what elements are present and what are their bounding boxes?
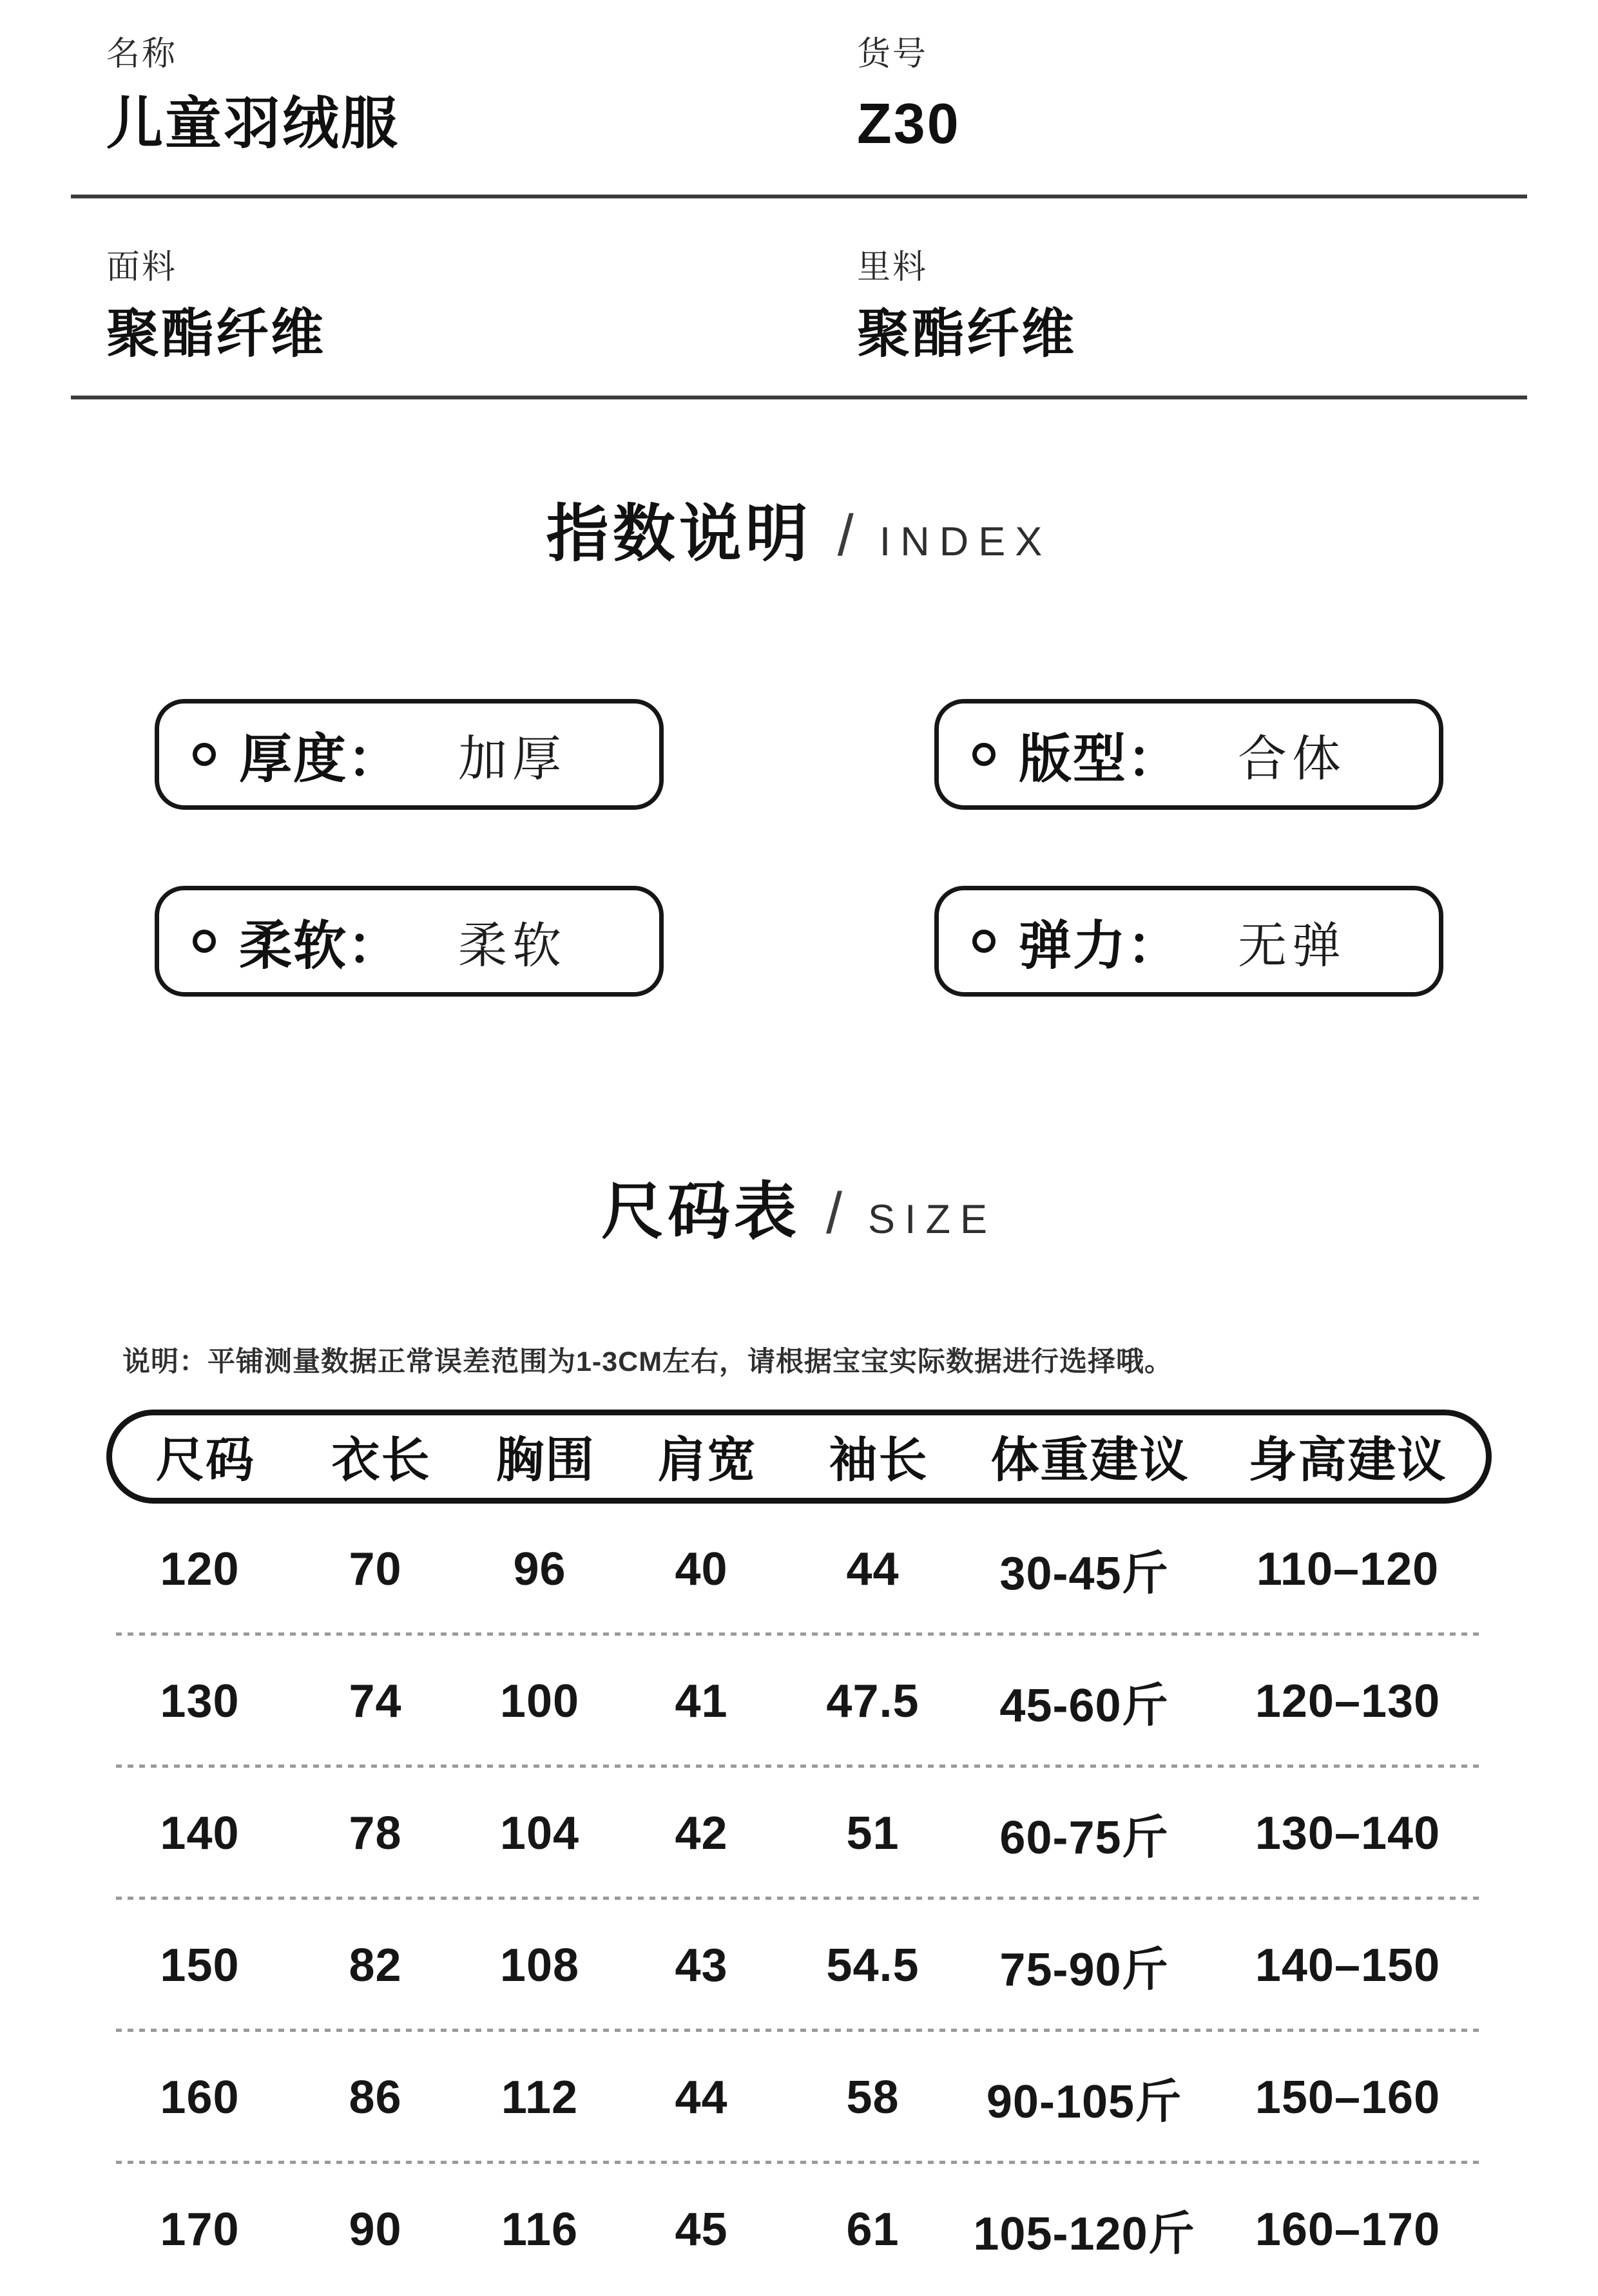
table-cell: 51: [846, 1808, 900, 1860]
table-cell: 78: [349, 1808, 402, 1860]
table-row: [106, 1768, 1492, 1900]
table-cell: 54.5: [826, 1940, 919, 1992]
table-cell: 45: [675, 2204, 728, 2256]
size-title-en: SIZE: [867, 1197, 997, 1243]
index-section-title: [0, 483, 1598, 573]
index-box-value: 无弹: [1238, 918, 1347, 973]
table-cell: 74: [349, 1676, 402, 1728]
lining-label: 里料: [857, 248, 929, 286]
table-cell: 112: [501, 2072, 579, 2124]
table-cell: 150: [160, 1940, 240, 1992]
table-row: [106, 1636, 1492, 1768]
header-cell-size: 尺码: [155, 1433, 255, 1488]
table-cell: 116: [501, 2204, 579, 2256]
header-cell-height: 身高建议: [1248, 1433, 1447, 1488]
fabric-cell: [106, 249, 857, 365]
table-cell: 60-75斤: [999, 1812, 1169, 1864]
ring-bullet-icon: [972, 930, 996, 953]
table-cell: 96: [513, 1544, 566, 1596]
header-cell-length: 衣长: [331, 1433, 431, 1488]
table-cell: 140–150: [1255, 1940, 1441, 1992]
table-cell: 105-120斤: [973, 2208, 1195, 2261]
table-cell: 120: [160, 1544, 240, 1596]
size-section-title: [0, 1161, 1598, 1251]
product-specs-section: [0, 0, 1598, 399]
table-cell: 110–120: [1256, 1544, 1439, 1596]
table-cell: 86: [349, 2072, 402, 2124]
table-cell: 30-45斤: [999, 1548, 1169, 1600]
table-cell: 58: [846, 2072, 900, 2124]
item-number-label: 货号: [857, 35, 929, 73]
item-number-cell: [857, 35, 1492, 156]
table-cell: 90-105斤: [986, 2076, 1182, 2129]
table-row: [106, 1504, 1492, 1636]
product-name-label: 名称: [106, 35, 178, 73]
table-cell: 160–170: [1255, 2204, 1441, 2256]
title-slash: /: [837, 504, 854, 569]
item-number-value: Z30: [857, 91, 961, 155]
size-table-header: [106, 1410, 1492, 1504]
lining-value: 聚酯纤维: [857, 304, 1077, 363]
product-name-value: 儿童羽绒服: [106, 91, 400, 155]
index-box-label: 版型：: [1019, 729, 1182, 789]
header-cell-shoulder: 肩宽: [657, 1433, 757, 1488]
table-cell: 150–160: [1255, 2072, 1441, 2124]
index-box-softness: [155, 886, 664, 997]
index-box-value: 加厚: [458, 731, 567, 787]
table-cell: 160: [160, 2072, 240, 2124]
table-cell: 120–130: [1255, 1676, 1441, 1728]
table-cell: 61: [846, 2204, 900, 2256]
table-cell: 42: [675, 1808, 728, 1860]
lining-cell: [857, 249, 1492, 365]
table-cell: 44: [675, 2072, 728, 2124]
table-cell: 43: [675, 1940, 728, 1992]
table-cell: 44: [846, 1544, 900, 1596]
index-title-zh: 指数说明: [546, 499, 812, 569]
table-cell: 41: [675, 1676, 728, 1728]
table-cell: 75-90斤: [999, 1944, 1169, 1996]
ring-bullet-icon: [972, 743, 996, 766]
index-box-value: 柔软: [458, 918, 567, 973]
table-cell: 170: [160, 2204, 240, 2256]
table-cell: 130–140: [1255, 1808, 1441, 1860]
table-cell: 40: [675, 1544, 728, 1596]
table-cell: 130: [160, 1676, 240, 1728]
index-box-elasticity: [934, 886, 1443, 997]
index-box-value: 合体: [1238, 731, 1347, 787]
index-box-label: 厚度：: [239, 729, 402, 789]
table-cell: 108: [499, 1940, 580, 1992]
name-itemno-row: [106, 35, 1492, 156]
ring-bullet-icon: [193, 930, 216, 953]
size-title-zh: 尺码表: [601, 1176, 800, 1247]
table-cell: 90: [349, 2204, 402, 2256]
table-cell: 104: [499, 1808, 580, 1860]
table-cell: 140: [160, 1808, 240, 1860]
header-cell-weight: 体重建议: [990, 1433, 1189, 1488]
size-table: [106, 1410, 1492, 2296]
index-box-label: 柔软：: [239, 916, 402, 975]
table-cell: 82: [349, 1940, 402, 1992]
index-box-label: 弹力：: [1019, 916, 1182, 975]
table-cell: 100: [499, 1676, 580, 1728]
header-cell-chest: 胸围: [496, 1433, 595, 1488]
table-row: [106, 1900, 1492, 2032]
fabric-value: 聚酯纤维: [106, 304, 326, 363]
index-box-thickness: [155, 699, 664, 810]
index-box-fit: [934, 699, 1443, 810]
table-row: [106, 2032, 1492, 2164]
table-cell: 47.5: [826, 1676, 919, 1728]
header-cell-sleeve: 袖长: [829, 1433, 929, 1488]
index-title-en: INDEX: [879, 519, 1052, 565]
table-row: [106, 2164, 1492, 2296]
horizontal-divider: [71, 396, 1527, 399]
table-cell: 70: [349, 1544, 402, 1596]
table-cell: 45-60斤: [999, 1680, 1169, 1732]
fabric-label: 面料: [106, 248, 178, 286]
size-note: 说明：平铺测量数据正常误差范围为1-3CM左右，请根据宝宝实际数据进行选择哦。: [122, 1346, 1173, 1378]
title-slash: /: [825, 1181, 842, 1247]
product-name-cell: [106, 35, 857, 156]
fabric-lining-row: [106, 198, 1492, 365]
ring-bullet-icon: [193, 743, 216, 766]
index-box-grid: [155, 699, 1443, 997]
